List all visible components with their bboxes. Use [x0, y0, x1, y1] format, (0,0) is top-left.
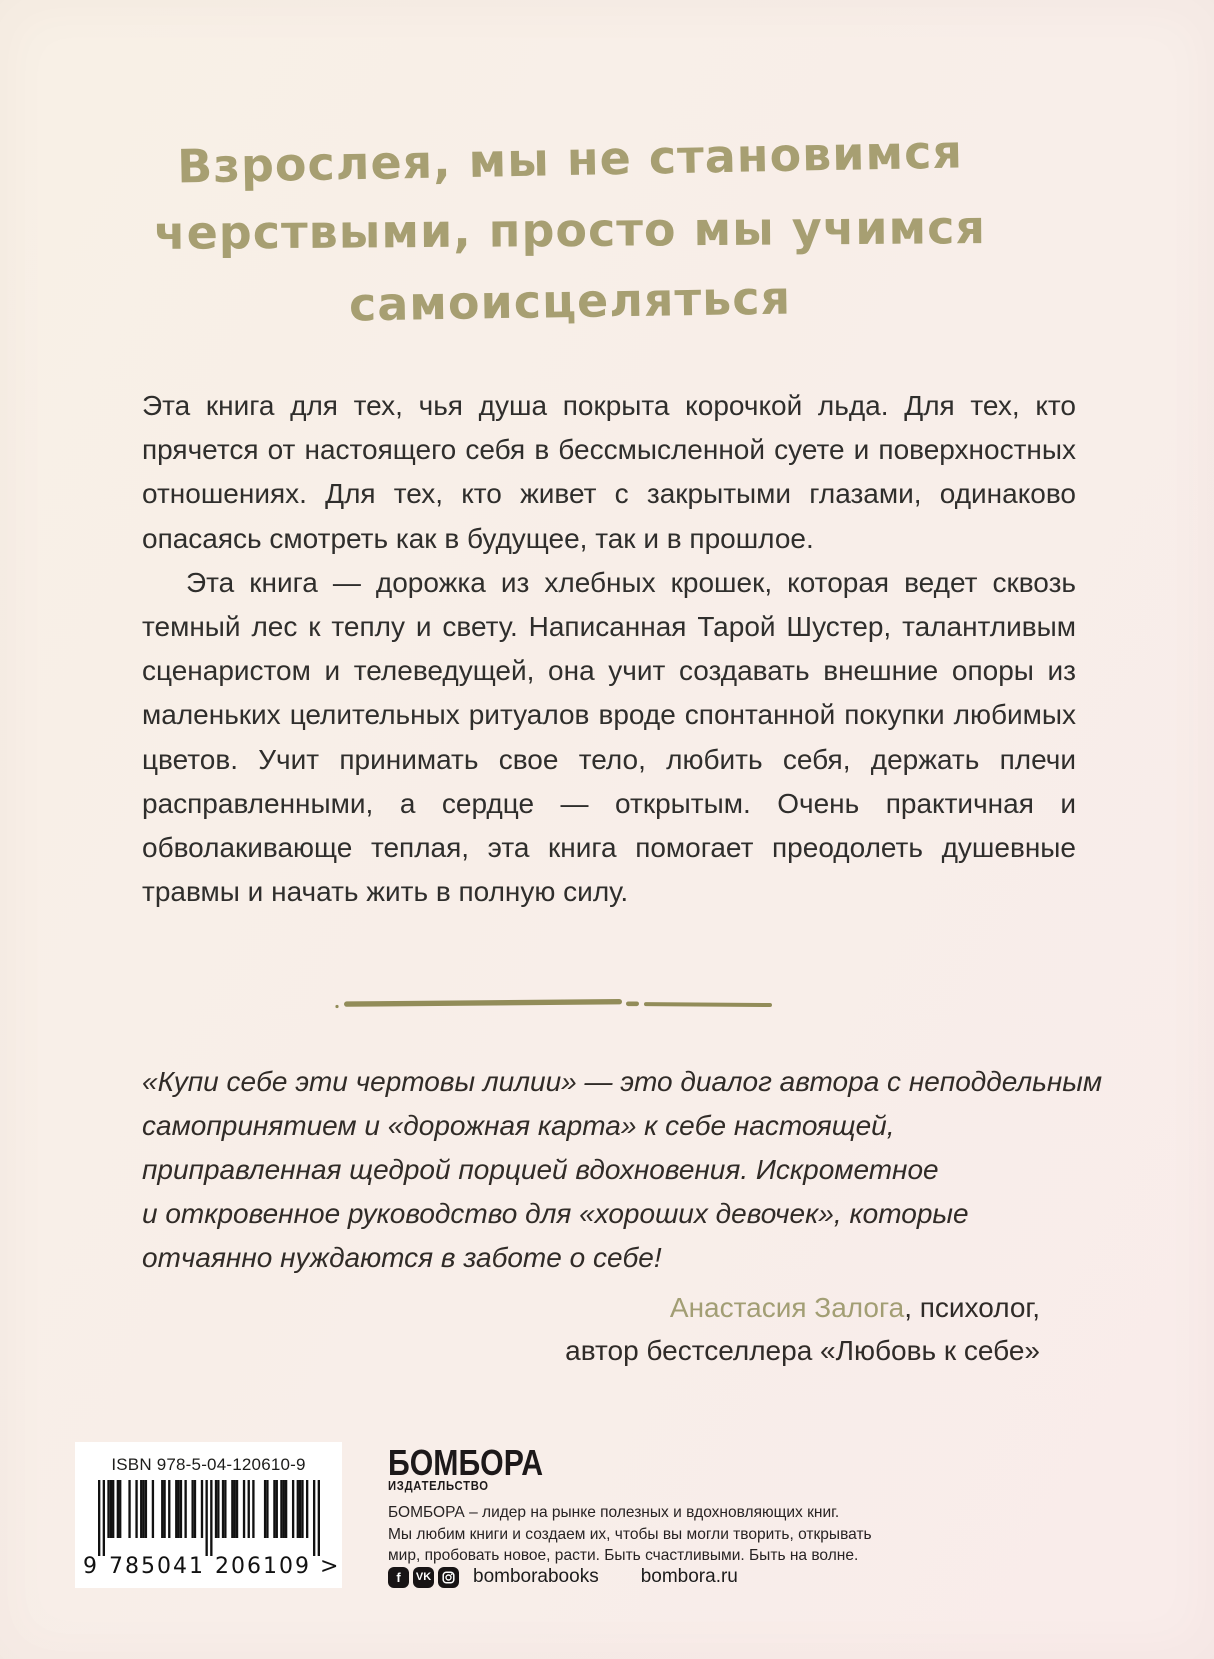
review-attribution — [565, 1286, 1040, 1372]
attribution-line-1 — [565, 1286, 1040, 1329]
brush-divider — [334, 994, 774, 1012]
headline-line: Взрослея, мы не становимся — [176, 124, 964, 194]
publisher-about-line: мир, пробовать новое, расти. Быть счастливыми. Быть на волне. — [388, 1547, 859, 1565]
vk-icon: VK — [413, 1567, 434, 1588]
publisher-about-line: БОМБОРА – лидер на рынке полезных и вдохновляющих книг. — [388, 1504, 840, 1521]
facebook-icon: f — [388, 1567, 409, 1588]
publisher-social-handle: bomborabooks — [473, 1566, 599, 1587]
attribution-line-2: автор бестселлера «Любовь к себе» — [565, 1335, 1040, 1366]
review-line: и откровенное руководство для «хороших девочек», которые — [142, 1198, 969, 1229]
headline-line: самоисцеляться — [348, 270, 792, 332]
ean-group-1: 785041 — [109, 1554, 205, 1579]
isbn-barcode-block — [75, 1442, 342, 1588]
review-quote — [142, 1060, 1103, 1280]
ean-first-digit: 9 — [83, 1554, 97, 1579]
publisher-about — [388, 1502, 872, 1567]
publisher-about-line: Мы любим книги и создаем их, чтобы вы могли творить, открывать — [388, 1525, 872, 1543]
review-line: «Купи себе эти чертовы лилии» — это диалог автора с неподдельным — [142, 1066, 1103, 1097]
review-line: приправленная щедрой порцией вдохновения. Искрометное — [142, 1154, 939, 1185]
publisher-tagline: ИЗДАТЕЛЬСТВО — [388, 1479, 489, 1493]
handwritten-headline — [30, 124, 1110, 337]
publisher-logo: БОМБОРА — [388, 1442, 544, 1483]
reviewer-role: , психолог, — [904, 1292, 1040, 1323]
publisher-social-row — [388, 1566, 738, 1588]
ean-arrow: > — [320, 1554, 339, 1579]
review-line: отчаянно нуждаются в заботе о себе! — [142, 1242, 662, 1273]
instagram-icon — [438, 1567, 459, 1588]
isbn-label: ISBN 978-5-04-120610-9 — [111, 1455, 306, 1474]
annotation-text — [142, 384, 1076, 914]
review-line: самопринятием и «дорожная карта» к себе настоящей, — [142, 1110, 895, 1141]
reviewer-name: Анастасия Залога — [669, 1292, 905, 1323]
headline-line: черствыми, просто мы учимся — [153, 200, 987, 260]
publisher-website: bombora.ru — [640, 1566, 738, 1587]
ean13-barcode — [98, 1480, 320, 1558]
annotation-paragraph-1: Эта книга для тех, чья душа покрыта корочкой льда. Для тех, кто прячется от настоящего себя в бессмысленной суете и поверхностных отношениях. Для тех, кто живет с закрытыми глазами, одинаково опасаясь смотреть как в будущее, так и в прошлое. — [142, 390, 1076, 554]
ean-group-2: 206109 — [215, 1554, 311, 1579]
annotation-paragraph-2: Эта книга — дорожка из хлебных крошек, которая ведет сквозь темный лес к теплу и свету. Написанная Тарой Шустер, талантливым сценаристом и телеведущей, она учит создавать внешние опоры из маленьких целительных ритуалов вроде спонтанной покупки любимых цветов. Учит принимать свое тело, любить себя, держать плечи расправленными, а сердце — открытым. Очень практичная и обволакивающе теплая, эта книга помогает преодолеть душевные травмы и начать жить в полную силу. — [142, 566, 1076, 908]
